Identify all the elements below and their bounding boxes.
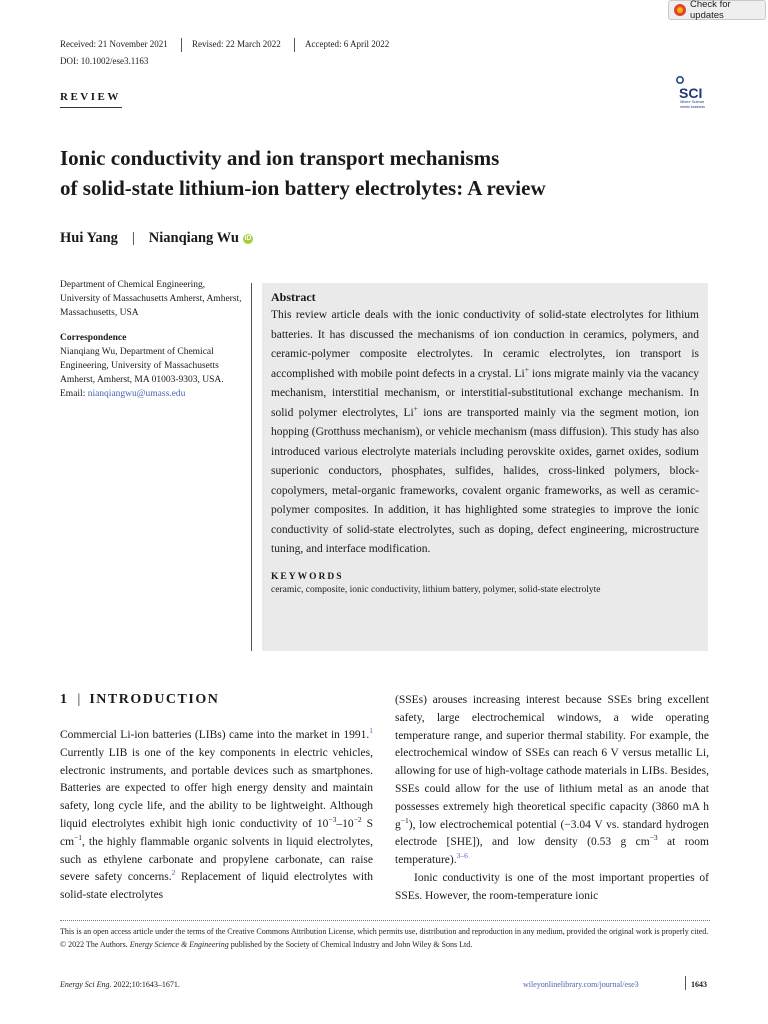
page-number: 1643 [691, 980, 707, 989]
license-text: This is an open access article under the terms of the Creative Commons Attribution License, which permits use, distribution and reproduction in any medium, provided the original work is properly cited. [60, 927, 709, 936]
citation-link[interactable]: 3–6 [456, 851, 468, 861]
correspondence-heading: Correspondence [60, 332, 127, 343]
intro-paragraph-continued: (SSEs) arouses increasing interest because SSEs bring excellent safety, large electrochemical windows, a wide operating temperature range, and superior thermal stability. For example, the electrochemical window of SSEs can reach 6 V versus metallic Li, allowing for use of high-voltage cathode materials in LIBs. Besides, SSEs could allow for the use of lithium metal as an anode that possesses extremely high theoretical specific capacity (3860 mA h $g^{-1}$), low electrochemical potential (−3.04 V vs. standard hydrogen electrode [SHE]), and low density (0.53 g $cm^{-3}$ at room temperature).$^{3-6}$ [395, 694, 709, 867]
author-separator: | [131, 230, 135, 246]
author-name[interactable]: Nianqiang Wu [148, 230, 239, 246]
section-title: INTRODUCTION [89, 692, 220, 707]
sci-tagline: Where Science meets business [680, 100, 705, 109]
footnote-divider [60, 920, 710, 921]
citation-link[interactable]: 1 [369, 726, 373, 736]
keywords-list: ceramic, composite, ionic conductivity, lithium battery, polymer, solid-state electrolyte [271, 584, 601, 595]
crossmark-icon [674, 4, 686, 16]
sci-logo-icon [676, 76, 710, 116]
article-type-rule [60, 107, 122, 108]
correspondence-address: Nianqiang Wu, Department of Chemical Engineering, University of Massachusetts Amherst, Amherst, MA 01003-9303, USA. [60, 346, 224, 386]
section-heading [60, 692, 219, 708]
email-link[interactable]: nianqiangwu@umass.edu [87, 389, 186, 400]
orcid-icon[interactable]: iD [244, 234, 252, 242]
email-label: Email: [60, 389, 88, 400]
affiliation: Department of Chemical Engineering, University of Massachusetts Amherst, Amherst, Massachusetts, USA [60, 280, 242, 319]
author-name[interactable]: Hui Yang [60, 230, 118, 246]
title-line-2: of solid-state lithium-ion battery electrolytes: A review [60, 176, 546, 200]
doi[interactable]: DOI: 10.1002/ese3.1163 [60, 56, 149, 66]
received-date: Received: 21 November 2021 [60, 39, 168, 49]
abstract-divider [251, 283, 252, 651]
journal-url-link[interactable]: wileyonlinelibrary.com/journal/ese3 [523, 980, 639, 989]
accepted-date: Accepted: 6 April 2022 [305, 39, 390, 49]
check-for-updates-label: Check for updates [690, 0, 731, 21]
sci-logo [676, 76, 710, 116]
affiliation-block [60, 278, 245, 402]
abstract-heading: Abstract [271, 290, 316, 304]
intro-paragraph: Commercial Li-ion batteries (LIBs) came into the market in 1991.$^1$ Currently LIB is one of the key components in electric vehicles, electronic instruments, and portable devices such as smartphones. Batteries are expected to offer high energy density and maintain safety, long cycle life, and the ability to be lightweight. Although liquid electrolytes exhibit high ionic conductivity of $10^{-3}-10^{-2}$ S $cm^{-1}$, the highly flammable organic solvents in liquid electrolytes, such as ethylene carbonate and propylene carbonate, can raise severe safety concerns.$^2$ Replacement of liquid electrolytes with solid-state electrolytes [60, 726, 373, 902]
intro-paragraph-2: Ionic conductivity is one of the most important properties of SSEs. However, the room-temperature ionic [395, 871, 709, 902]
article-title [60, 143, 700, 203]
article-type-label: REVIEW [60, 91, 121, 103]
author-list [60, 230, 253, 247]
copyright-line: © 2022 The Authors. Energy Science & Engineering published by the Society of Chemical Industry and John Wiley & Sons Ltd. [60, 939, 473, 949]
section-number: 1 [60, 692, 69, 707]
body-column-right [395, 692, 709, 906]
body-column-left [60, 727, 373, 905]
section-separator: | [77, 692, 81, 707]
citation-link[interactable]: 2 [171, 868, 176, 878]
keywords-heading: KEYWORDS [271, 571, 344, 582]
svg-text:SCI: SCI [679, 85, 703, 101]
page-number-divider [685, 976, 686, 990]
correspondence-email-line [60, 387, 245, 401]
license-footnote [60, 926, 710, 951]
abstract-box [262, 283, 708, 651]
title-line-1: Ionic conductivity and ion transport mechanisms [60, 146, 500, 170]
journal-citation: Energy Sci Eng. 2022;10:1643–1671. [60, 980, 180, 989]
abstract-text: This review article deals with the ionic conductivity of solid-state electrolytes for lithium batteries. It has discussed the mechanisms of ion conduction in ceramics, polymers, and ceramic-polymer composite electrolytes. In ceramic electrolytes, ion transport is accomplished with mobile point defects in a crystal. Li+ ions migrate mainly via the vacancy mechanism, interstitial mechanism, or interstitial-substitutional exchange mechanism. In solid polymer electrolytes, Li+ ions are transported mainly via the segment motion, ion hopping (Grotthuss mechanism), or vehicle mechanism (mass diffusion). This study has also introduced various electrolyte materials including perovskite oxides, garnet oxides, sodium superionic conductors, phosphates, sulfides, halides, cross-linked polymers, block-copolymers, metal-organic frameworks, covalent organic frameworks, as well as ceramic-polymer composites. In addition, it has highlighted some strategies to improve the ionic conductivity of solid-state electrolytes, such as doping, defect engineering, microstructure tuning, and interface modification. [271, 309, 699, 555]
check-for-updates-button[interactable] [668, 0, 766, 20]
header-divider [294, 38, 295, 52]
header-divider [181, 38, 182, 52]
revised-date: Revised: 22 March 2022 [192, 39, 281, 49]
